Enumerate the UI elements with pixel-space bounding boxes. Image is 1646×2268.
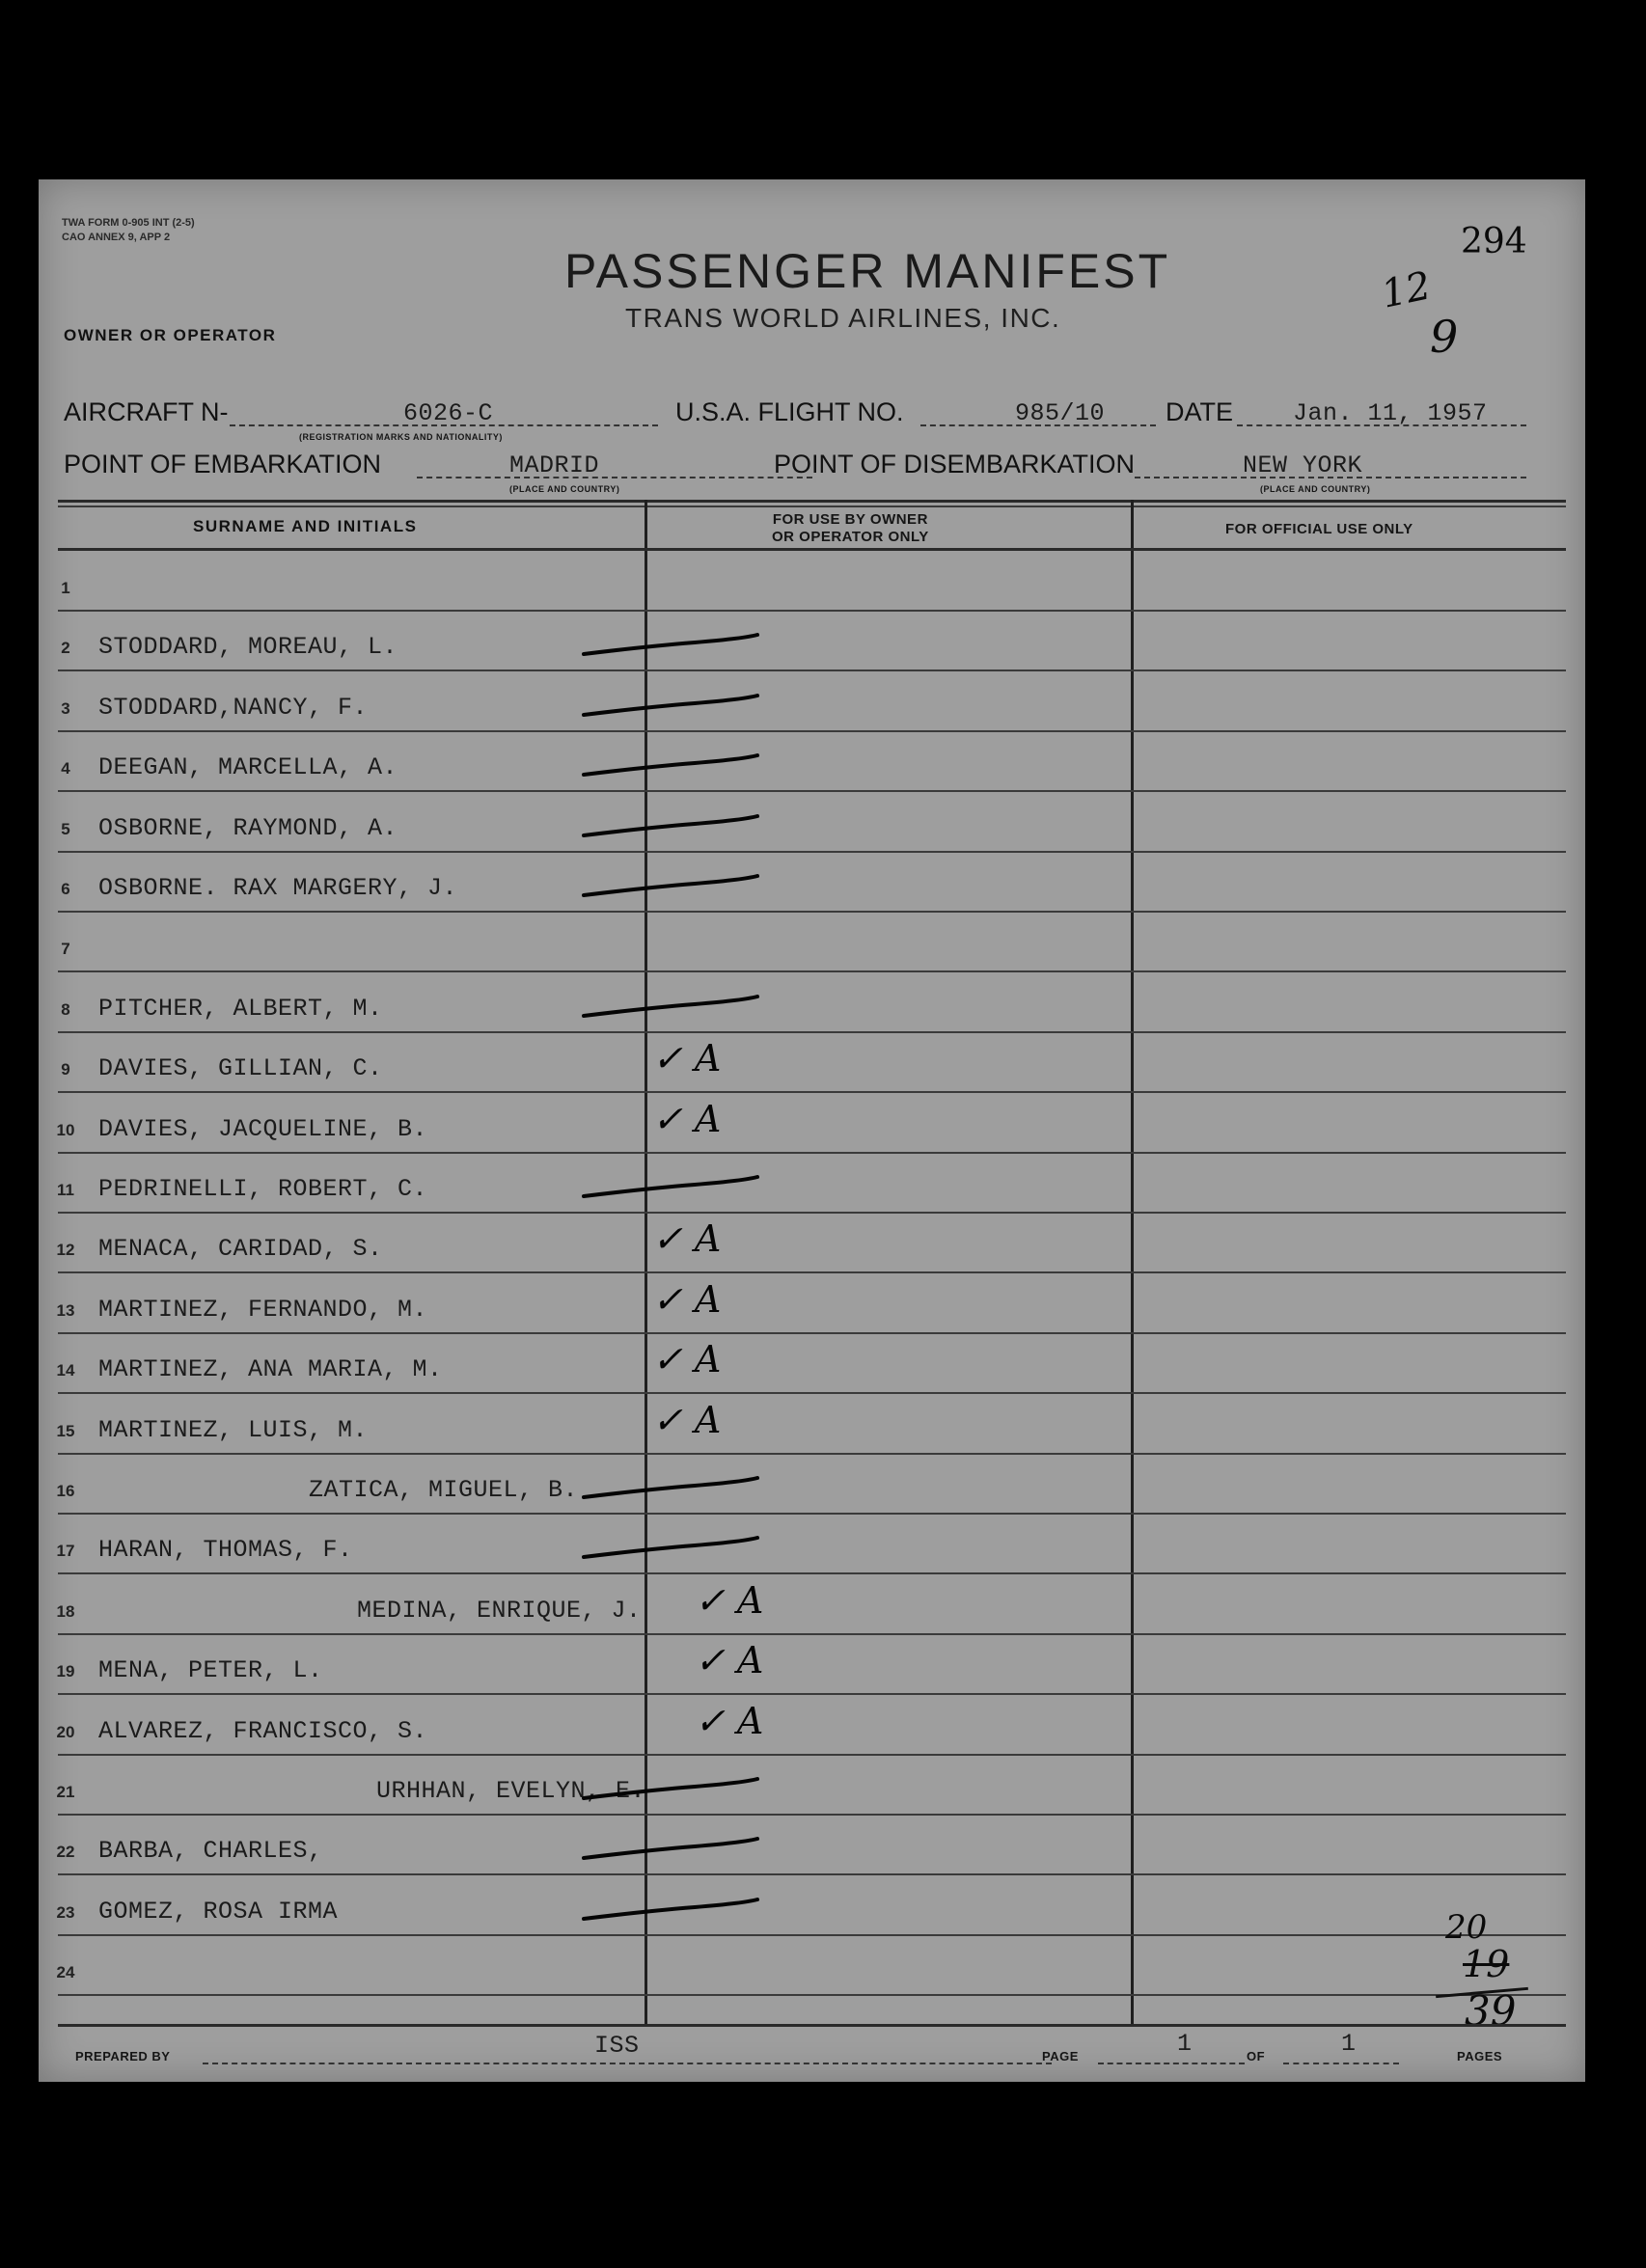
embarkation-label: POINT OF EMBARKATION — [64, 450, 382, 478]
passenger-name: GOMEZ, ROSA IRMA — [98, 1897, 339, 1926]
handwritten-tally-top: 12 — [1377, 263, 1436, 317]
row-number: 12 — [56, 1241, 75, 1260]
row-number: 14 — [56, 1361, 75, 1380]
tally-top: 20 — [1445, 1908, 1488, 1947]
row-rule — [58, 1152, 1566, 1154]
row-number: 17 — [56, 1542, 75, 1561]
passenger-name: MENA, PETER, L. — [98, 1656, 323, 1685]
page-value: 1 — [1177, 2030, 1193, 2058]
dash-mark — [579, 1530, 762, 1569]
row-rule — [58, 851, 1566, 853]
row-rule — [58, 610, 1566, 612]
check-mark: ✓ A — [695, 1699, 764, 1742]
row-number: 18 — [56, 1601, 75, 1621]
row-rule — [58, 1271, 1566, 1273]
row-number: 21 — [56, 1783, 75, 1801]
row-rule — [58, 911, 1566, 913]
dash-mark — [579, 808, 762, 847]
row-rule — [58, 730, 1566, 732]
dash-mark — [579, 868, 762, 907]
row-number: 5 — [61, 819, 70, 838]
row-number: 24 — [56, 1963, 75, 1982]
passenger-name: ZATICA, MIGUEL, B. — [309, 1476, 579, 1504]
manifest-sheet — [39, 179, 1585, 2082]
check-mark: ✓ A — [652, 1037, 722, 1080]
prepared-underline — [203, 2063, 1052, 2064]
handwritten-tally-bottom: 9 — [1430, 311, 1459, 363]
header-bottom-rule — [58, 548, 1566, 551]
row-number: 7 — [61, 940, 70, 959]
passenger-name: MENACA, CARIDAD, S. — [98, 1235, 383, 1264]
row-rule — [58, 1332, 1566, 1334]
page-underline — [1098, 2063, 1245, 2064]
row-rule — [58, 1693, 1566, 1695]
of-value: 1 — [1341, 2030, 1357, 2058]
row-rule — [58, 1091, 1566, 1093]
passenger-name: BARBA, CHARLES, — [98, 1837, 323, 1866]
dash-mark — [579, 989, 762, 1027]
dash-mark — [579, 748, 762, 786]
page-number: 294 — [1461, 222, 1527, 261]
column-divider-2 — [1131, 500, 1134, 2026]
row-number: 4 — [61, 759, 70, 779]
passenger-name: MARTINEZ, LUIS, M. — [98, 1415, 369, 1444]
dash-mark — [579, 1771, 762, 1810]
form-id-line2: CAO ANNEX 9, APP 2 — [62, 232, 171, 243]
column-header-owner — [772, 511, 929, 546]
aircraft-caption: (REGISTRATION MARKS AND NATIONALITY) — [299, 432, 503, 442]
dash-mark — [579, 1892, 762, 1930]
row-number: 10 — [56, 1120, 75, 1139]
passenger-name: DAVIES, JACQUELINE, B. — [98, 1114, 428, 1143]
embarkation-underline — [417, 477, 812, 478]
passenger-name: PITCHER, ALBERT, M. — [98, 994, 383, 1023]
table-top-rule — [58, 500, 1566, 503]
footer-rule — [58, 2024, 1566, 2027]
row-rule — [58, 1212, 1566, 1214]
disembarkation-label: POINT OF DISEMBARKATION — [774, 450, 1136, 478]
check-mark: ✓ A — [652, 1338, 722, 1381]
row-rule — [58, 1513, 1566, 1515]
pages-label: PAGES — [1457, 2049, 1503, 2063]
row-number: 20 — [56, 1722, 75, 1741]
prepared-value: ISS — [594, 2032, 640, 2060]
row-rule — [58, 1994, 1566, 1996]
page-title: PASSENGER MANIFEST — [564, 244, 1171, 298]
table-top-rule-2 — [58, 506, 1566, 507]
tally-total: 39 — [1465, 1987, 1517, 2035]
row-number: 22 — [56, 1843, 75, 1862]
owner-label: OWNER OR OPERATOR — [64, 326, 277, 344]
column-header-name: SURNAME AND INITIALS — [193, 517, 418, 535]
row-number: 8 — [61, 999, 70, 1019]
dash-mark — [579, 1831, 762, 1870]
row-rule — [58, 1934, 1566, 1936]
check-mark: ✓ A — [652, 1398, 722, 1441]
row-number: 11 — [57, 1181, 74, 1199]
of-underline — [1283, 2063, 1399, 2064]
row-rule — [58, 1814, 1566, 1816]
row-rule — [58, 1873, 1566, 1875]
prepared-label: PREPARED BY — [75, 2049, 171, 2063]
row-rule — [58, 1392, 1566, 1394]
row-rule — [58, 1754, 1566, 1756]
row-rule — [58, 1572, 1566, 1574]
passenger-name: OSBORNE. RAX MARGERY, J. — [98, 874, 458, 902]
row-rule — [58, 970, 1566, 972]
row-number: 16 — [56, 1482, 75, 1500]
passenger-name: OSBORNE, RAYMOND, A. — [98, 813, 398, 842]
check-mark: ✓ A — [695, 1639, 764, 1682]
disembarkation-value: NEW YORK — [1243, 451, 1363, 479]
dash-mark — [579, 1470, 762, 1509]
row-number: 6 — [61, 880, 70, 898]
aircraft-value: 6026-C — [403, 399, 494, 427]
row-number: 1 — [61, 579, 70, 597]
check-mark: ✓ A — [652, 1097, 722, 1140]
flight-value: 985/10 — [1015, 399, 1106, 427]
row-rule — [58, 1453, 1566, 1455]
column-header-official: FOR OFFICIAL USE ONLY — [1225, 521, 1413, 537]
disembarkation-caption: (PLACE AND COUNTRY) — [1260, 484, 1371, 494]
passenger-name: ALVAREZ, FRANCISCO, S. — [98, 1716, 428, 1745]
passenger-name: MARTINEZ, ANA MARIA, M. — [98, 1355, 443, 1384]
row-number: 15 — [56, 1421, 75, 1440]
column-header-owner-line2: OR OPERATOR ONLY — [772, 529, 929, 545]
row-number: 2 — [61, 639, 70, 658]
page-subtitle: TRANS WORLD AIRLINES, INC. — [625, 303, 1061, 333]
flight-label: U.S.A. FLIGHT NO. — [675, 397, 904, 426]
date-label: DATE — [1166, 397, 1234, 426]
passenger-name: MEDINA, ENRIQUE, J. — [357, 1596, 642, 1625]
passenger-name: HARAN, THOMAS, F. — [98, 1536, 353, 1565]
passenger-name: MARTINEZ, FERNANDO, M. — [98, 1295, 428, 1324]
form-id-line1: TWA FORM 0-905 INT (2-5) — [62, 217, 195, 229]
row-number: 13 — [56, 1300, 75, 1320]
row-number: 23 — [56, 1902, 75, 1922]
check-mark: ✓ A — [695, 1578, 764, 1622]
embarkation-caption: (PLACE AND COUNTRY) — [509, 484, 620, 494]
date-value: Jan. 11, 1957 — [1293, 399, 1488, 427]
row-number: 3 — [61, 698, 70, 718]
passenger-name: PEDRINELLI, ROBERT, C. — [98, 1175, 428, 1203]
row-rule — [58, 1031, 1566, 1033]
passenger-name: DEEGAN, MARCELLA, A. — [98, 753, 398, 782]
row-number: 19 — [56, 1662, 75, 1681]
passenger-name: STODDARD, MOREAU, L. — [98, 633, 398, 662]
column-header-owner-line1: FOR USE BY OWNER — [772, 511, 928, 528]
page-label: PAGE — [1042, 2049, 1079, 2063]
passenger-name: URHHAN, EVELYN, E. — [376, 1777, 646, 1805]
passenger-name: DAVIES, GILLIAN, C. — [98, 1054, 383, 1083]
form-id — [62, 216, 195, 245]
check-mark: ✓ A — [652, 1277, 722, 1321]
check-mark: ✓ A — [652, 1217, 722, 1261]
of-label: OF — [1247, 2049, 1266, 2063]
aircraft-label: AIRCRAFT N- — [64, 397, 229, 426]
row-rule — [58, 1633, 1566, 1635]
row-rule — [58, 669, 1566, 671]
dash-mark — [579, 688, 762, 726]
row-rule — [58, 790, 1566, 792]
passenger-name: STODDARD,NANCY, F. — [98, 693, 369, 722]
tally-middle: 19 — [1463, 1943, 1510, 1985]
dash-mark — [579, 1169, 762, 1208]
embarkation-value: MADRID — [509, 451, 600, 479]
row-number: 9 — [61, 1060, 70, 1079]
dash-mark — [579, 627, 762, 666]
